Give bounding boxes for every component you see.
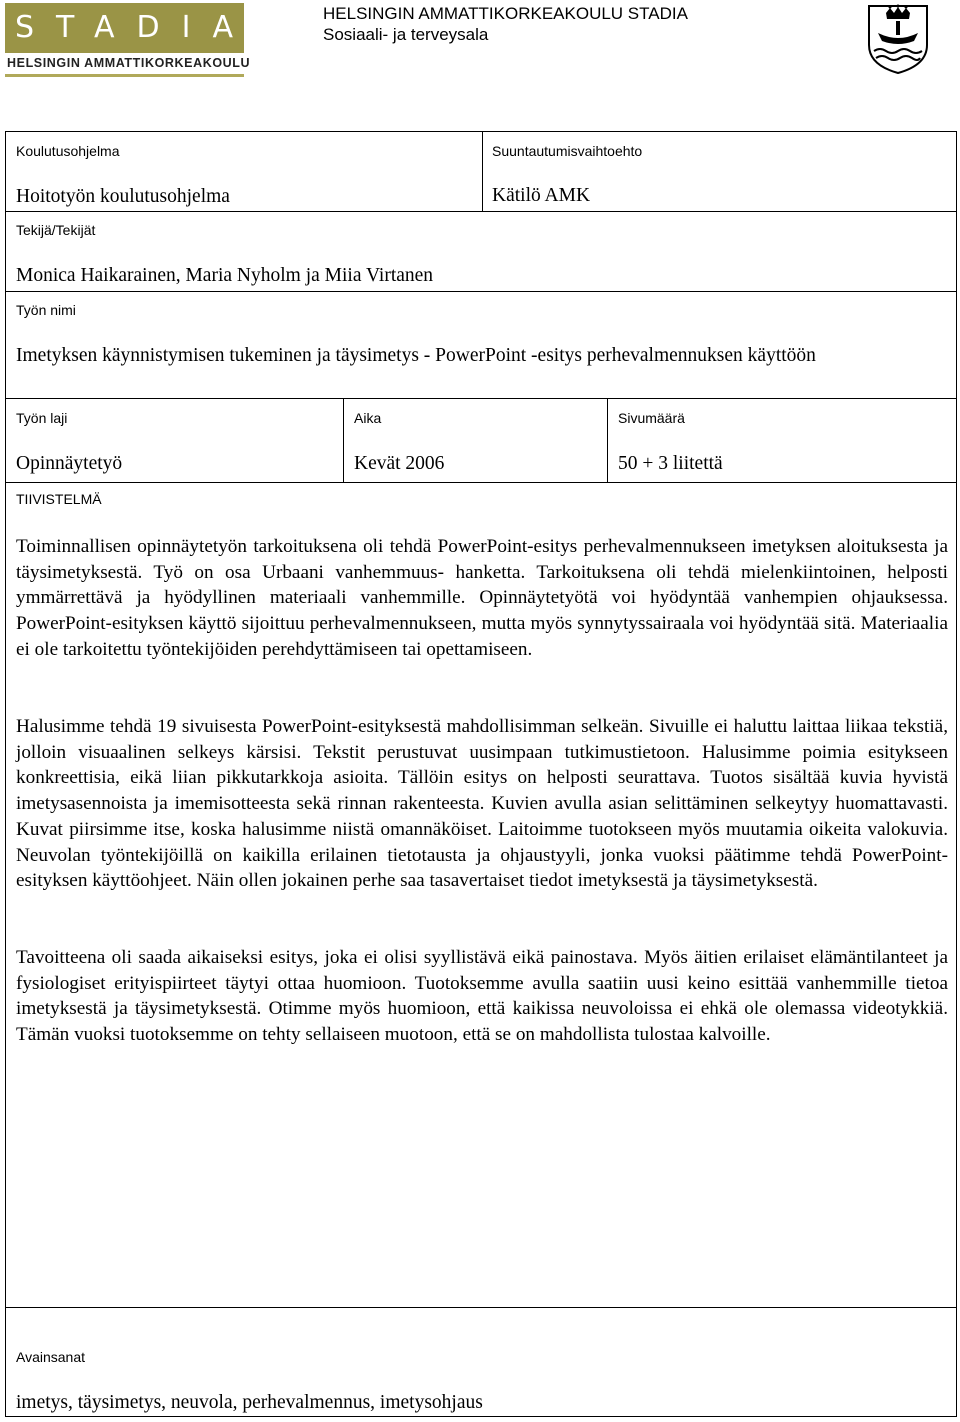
keywords-label: Avainsanat	[16, 1349, 86, 1365]
title-value: Imetyksen käynnistymisen tukeminen ja täysimetys - PowerPoint -esitys perhevalmennuksen käyttöön	[16, 345, 816, 366]
abstract-paragraph-2: Halusimme tehdä 19 sivuisesta PowerPoint-esityksestä mahdollisimman selkeän. Sivuille ei haluttu laittaa liikaa tekstiä, jolloin visuaalinen selkeys kärsisi. Tekstit perustuvat uusimpaan tutkimustietoon. Halusimme poimia esitykseen konkreettisia, eikä liian pikkutarkkoja asioita. Tällöin esitys on helposti seurattava. Tuotos sisältää kuvia hyvistä imetysasennoista ja imemisotteesta sekä rinnan rakenteesta. Kuvien avulla asian selittäminen selkeytyy huomattavasti. Kuvat piirsimme itse, koska halusimme niistä omannäköiset. Laitoimme tuotokseen myös muutamia oikeita valokuvia. Neuvolan työntekijöillä on kaikilla erilainen tietotausta ja ohjaustyyli, jonka vuoksi päätimme tehdä PowerPoint-esityksen käyttöohjeet. Näin ollen jokainen perhe saa tasavertaiset tiedot imetyksestä ja täysimetyksestä.	[16, 716, 948, 892]
divider	[343, 398, 344, 482]
time-value: Kevät 2006	[354, 453, 445, 474]
work-type-label: Työn laji	[16, 410, 68, 426]
divider	[607, 398, 608, 482]
divider	[6, 291, 956, 292]
time-label: Aika	[354, 410, 382, 426]
logo-wordmark: STADIA	[15, 10, 256, 45]
thesis-abstract-form	[5, 131, 957, 1417]
divider	[482, 132, 483, 212]
specialisation-label: Suuntautumisvaihtoehto	[492, 143, 643, 159]
programme-label: Koulutusohjelma	[16, 143, 120, 159]
programme-value: Hoitotyön koulutusohjelma	[16, 186, 230, 207]
pages-value: 50 + 3 liitettä	[618, 453, 723, 474]
abstract-paragraph-1: Toiminnallisen opinnäytetyön tarkoituksena oli tehdä PowerPoint-esitys perhevalmennukseen imetyksen aloituksesta ja täysimetyksestä. Työ on osa Urbaani vanhemmuus- hanketta. Tarkoituksena oli tehdä mielenkiintoinen, helposti ymmärrettävä ja hyödyllinen materiaali vanhemmille. Opinnäytetyötä voi hyödyntää vanhempien ohjauksessa. PowerPoint-esityksen käyttö sijoittuu perhevalmennukseen, mutta myös synnytyssairaala voi hyödyntää sitä. Materiaalia ei ole tarkoitettu työntekijöiden perehdyttämiseen tai opettamiseen.	[16, 536, 948, 660]
authors-value: Monica Haikarainen, Maria Nyholm ja Miia Virtanen	[16, 265, 434, 286]
abstract-label: TIIVISTELMÄ	[16, 491, 102, 507]
authors-label: Tekijä/Tekijät	[16, 222, 96, 238]
specialisation-value: Kätilö AMK	[492, 185, 591, 206]
divider	[6, 482, 956, 483]
faculty-name: Sosiaali- ja terveysala	[323, 25, 489, 44]
logo-rule	[5, 74, 244, 77]
stadia-logo	[5, 3, 256, 78]
keywords-value: imetys, täysimetys, neuvola, perhevalmennus, imetysohjaus	[16, 1392, 483, 1413]
divider	[6, 211, 956, 212]
logo-subtitle: HELSINGIN AMMATTIKORKEAKOULU	[7, 56, 251, 70]
header-institution-block	[323, 3, 688, 45]
title-label: Työn nimi	[16, 302, 76, 318]
divider	[6, 398, 956, 399]
helsinki-coat-of-arms-icon	[866, 3, 930, 75]
pages-label: Sivumäärä	[618, 410, 685, 426]
institution-name: HELSINGIN AMMATTIKORKEAKOULU STADIA	[323, 4, 688, 23]
abstract-paragraph-3: Tavoitteena oli saada aikaiseksi esitys, joka ei olisi syyllistävä eikä painostava. Myös äitien erilaiset elämäntilanteet ja fysiologiset erityispiirteet täytyi ottaa huomioon. Tuotoksemme avulla saatiin uusi keino esittää vanhemmille tietoa imetyksestä ja täysimetyksestä. Otimme myös huomioon, että kaikissa neuvoloissa ei ehkä ole olemassa videotykkiä. Tämän vuoksi tuotoksemme on tehty sellaiseen muotoon, että se on mahdollista tulostaa kalvoille.	[16, 947, 948, 1046]
divider	[6, 1307, 956, 1308]
work-type-value: Opinnäytetyö	[16, 453, 123, 474]
